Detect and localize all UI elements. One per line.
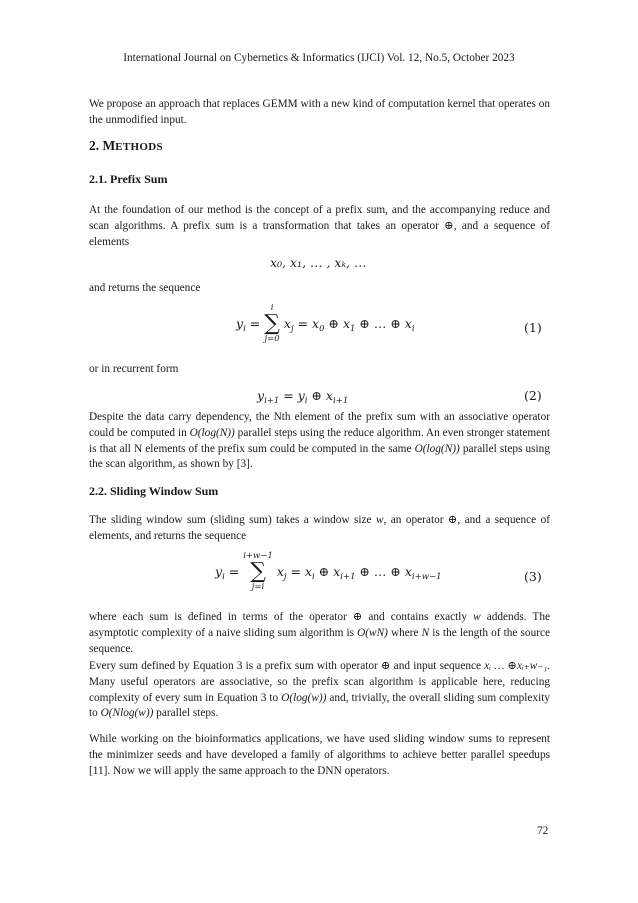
running-header: International Journal on Cybernetics & Informatics (IJCI) Vol. 12, No.5, October 2023 [123, 52, 515, 64]
subsection-heading-sliding-window-sum: 2.2. Sliding Window Sum [89, 484, 219, 498]
prefix-sum-paragraph-2: and returns the sequence [89, 282, 201, 294]
section-heading-methods [89, 138, 163, 154]
summation-symbol: i+w−1 ∑ j=i [243, 551, 273, 592]
summation-symbol: i ∑ j=0 [264, 303, 280, 344]
prefix-sum-paragraph-1: At the foundation of our method is the concept of a prefix sum, and the accompanying reduce and scan algorithms. A prefix sum is a transformation that takes an operator ⊕, and a sequence of elements [89, 204, 550, 248]
sliding-sum-paragraph-2: where each sum is defined in terms of the operator ⊕ and contains exactly w addends. The asymptotic complexity of a naive sliding sum algorithm is O(wN) where N is the length of the source sequence. [89, 611, 551, 655]
sequence-expression: x₀, x₁, … , xₖ, … [270, 255, 367, 270]
section-title-initial: M [102, 138, 116, 153]
equation-1: $y_i$ = i ∑ j=0 $x_j = x_0$ ⊕ $x_1$ ⊕ … ⊕ $x_i$ [236, 303, 415, 344]
equation-1-number: (1) [524, 320, 542, 335]
sliding-sum-paragraph-4: While working on the bioinformatics applications, we have used sliding window sums to represent the minimizer seeds and have developed a family of algorithms to achieve better parallel speedups [11]. Now we will apply the same approach to the DNN operators. [89, 733, 550, 777]
equation-2-number: (2) [524, 388, 542, 403]
page-number: 72 [537, 825, 549, 837]
subsection-heading-prefix-sum: 2.1. Prefix Sum [89, 172, 168, 186]
prefix-sum-paragraph-4: Despite the data carry dependency, the Nth element of the prefix sum with an associative operator could be computed in O(log(N)) parallel steps using the reduce algorithm. An even stronger statement is that all N elements of the prefix sum could be computed in the same O(log(N)) parallel steps using the scan algorithm, as shown by [3]. [89, 411, 550, 471]
intro-paragraph: We propose an approach that replaces GEMM with a new kind of computation kernel that operates on the unmodified input. [89, 98, 550, 126]
sliding-sum-paragraph-1: The sliding window sum (sliding sum) takes a window size w, an operator ⊕, and a sequence of elements, and returns the sequence [89, 514, 550, 542]
section-title-rest: ETHODS [115, 141, 163, 153]
equation-2: $y_{i+1} = y_i$ ⊕ $x_{i+1}$ [257, 388, 349, 406]
equation-3: $y_i$ = i+w−1 ∑ j=i $x_j = x_i$ ⊕ $x_{i+1}$ ⊕ … ⊕ $x_{i+w-1}$ [215, 551, 442, 592]
prefix-sum-paragraph-3: or in recurrent form [89, 363, 179, 375]
sliding-sum-paragraph-3: Every sum defined by Equation 3 is a prefix sum with operator ⊕ and input sequence xᵢ … ⊕xᵢ₊w₋₁. Many useful operators are associative, so the prefix scan algorithm is applicable here, reducing complexity of every sum in Equation 3 to O(log(w)) and, trivially, the overall sliding sum complexity to O(Nlog(w)) parallel steps. [89, 660, 550, 720]
section-number: 2. [89, 138, 100, 153]
equation-3-number: (3) [524, 569, 542, 584]
